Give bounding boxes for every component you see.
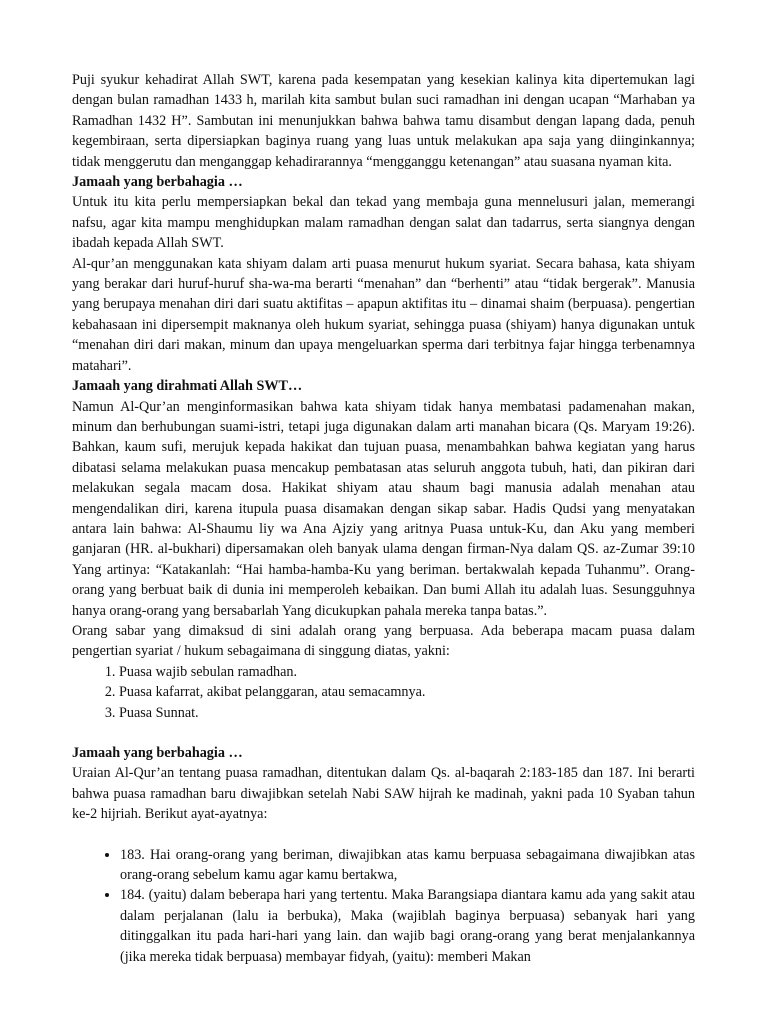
- spacer: [72, 723, 695, 743]
- list-item: • 183. Hai orang-orang yang beriman, diwajibkan atas kamu berpuasa sebagaimana diwajibkan atas orang-orang sebelum kamu agar kamu bertakwa,: [120, 845, 695, 886]
- body-paragraph: Untuk itu kita perlu mempersiapkan bekal dan tekad yang membaja guna mennelusuri jalan, memerangi nafsu, agar kita mampu menghidupkan malam ramadhan dengan salat dan tadarrus, serta siangnya dengan ibadah kepada Allah SWT.: [72, 194, 695, 252]
- section-heading: Jamaah yang dirahmati Allah SWT…: [72, 378, 303, 395]
- fasting-types-list: [72, 662, 695, 723]
- intro-paragraph: Puji syukur kehadirat Allah SWT, karena pada kesempatan yang kesekian kalinya kita dipertemukan lagi dengan bulan ramadhan 1433 h, marilah kita sambut bulan suci ramadhan ini dengan ucapan “Marhaban ya Ramadhan 1432 H”. Sambutan ini menunjukkan bahwa bahwa tamu disambut dengan lapang dada, penuh kegembiraan, serta dipersiapkan baginya ruang yang luas untuk melakukan apa saja yang diinginkannya; tidak menggerutu dan menganggap kehadirarannya “mengganggu ketenangan” atau suasana nyaman kita.: [72, 72, 695, 170]
- document-page: [72, 70, 695, 967]
- body-paragraph: Orang sabar yang dimaksud di sini adalah orang yang berpuasa. Ada beberapa macam puasa dalam pengertian syariat / hukum sebagaimana di singgung diatas, yakni:: [72, 622, 695, 660]
- list-item: 3. Puasa Sunnat.: [119, 703, 695, 723]
- body-paragraph: Namun Al-Qur’an menginformasikan bahwa kata shiyam tidak hanya membatasi padamenahan makan, minum dan berhubungan suami-istri, tetapi juga digunakan dalam arti manahan bicara (Qs. Maryam 19:26). Bahkan, kaum sufi, merujuk kepada hakikat dan tujuan puasa, menambahkan bahwa kegiatan yang harus dibatasi selama melakukan puasa mencakup pembatasan atas seluruh anggota tubuh, hati, dan pikiran dari melakukan segala macam dosa. Hakikat shiyam atau shaum bagi manusia adalah menahan atau mengendalikan diri, karena itupula puasa disamakan dengan sikap sabar. Hadis Qudsi yang menyatakan antara lain bahwa: Al-Shaumu liy wa Ana Ajziy yang aritnya Puasa untuk-Ku, dan Aku yang memberi ganjaran (HR. al-bukhari) dipersamakan oleh banyak ulama dengan firman-Nya dalam QS. az-Zumar 39:10 Yang artinya: “Katakanlah: “Hai hamba-hamba-Ku yang beriman. bertakwalah kepada Tuhanmu”. Orang-orang yang berbuat baik di dunia ini memperoleh kebaikan. Dan bumi Allah itu adalah luas. Sesungguhnya hanya orang-orang yang bersabarlah Yang dicukupkan pahala mereka tanpa batas.”.: [72, 398, 695, 619]
- spacer: [72, 825, 695, 845]
- body-paragraph: Uraian Al-Qur’an tentang puasa ramadhan, ditentukan dalam Qs. al-baqarah 2:183-185 dan 187. Ini berarti bahwa puasa ramadhan baru diwajibkan setelah Nabi SAW hijrah ke madinah, yakni pada 10 Syaban tahun ke-2 hijriah. Berikut ayat-ayatnya:: [72, 765, 695, 823]
- list-item: 2. Puasa kafarrat, akibat pelanggaran, atau semacamnya.: [119, 682, 695, 702]
- section-heading: Jamaah yang berbahagia …: [72, 745, 243, 761]
- section-heading: Jamaah yang berbahagia …: [72, 174, 243, 191]
- list-item: • 184. (yaitu) dalam beberapa hari yang tertentu. Maka Barangsiapa diantara kamu ada yang sakit atau dalam perjalanan (lalu ia berbuka), Maka (wajiblah baginya berpuasa) sebanyak hari yang ditinggalkan itu pada hari-hari yang lain. dan wajib bagi orang-orang yang berat menjalankannya (jika mereka tidak berpuasa) membayar fidyah, (yaitu): memberi Makan: [120, 885, 695, 967]
- body-paragraph: Al-qur’an menggunakan kata shiyam dalam arti puasa menurut hukum syariat. Secara bahasa, kata shiyam yang berakar dari huruf-huruf sha-wa-ma berarti “menahan” dan “berhenti” atau “tidak bergerak”. Manusia yang berupaya menahan diri dari suatu aktifitas – apapun aktifitas itu – dinamai shaim (berpuasa). pengertian kebahasaan ini dipersempit maknanya oleh hukum syariat, sehingga puasa (shiyam) hanya digunakan untuk “menahan diri dari makan, minum dan upaya mengeluarkan sperma dari terbitnya fajar hingga terbenamnya matahari”.: [72, 255, 695, 374]
- verses-list: [72, 845, 695, 967]
- list-item: 1. Puasa wajib sebulan ramadhan.: [119, 662, 695, 682]
